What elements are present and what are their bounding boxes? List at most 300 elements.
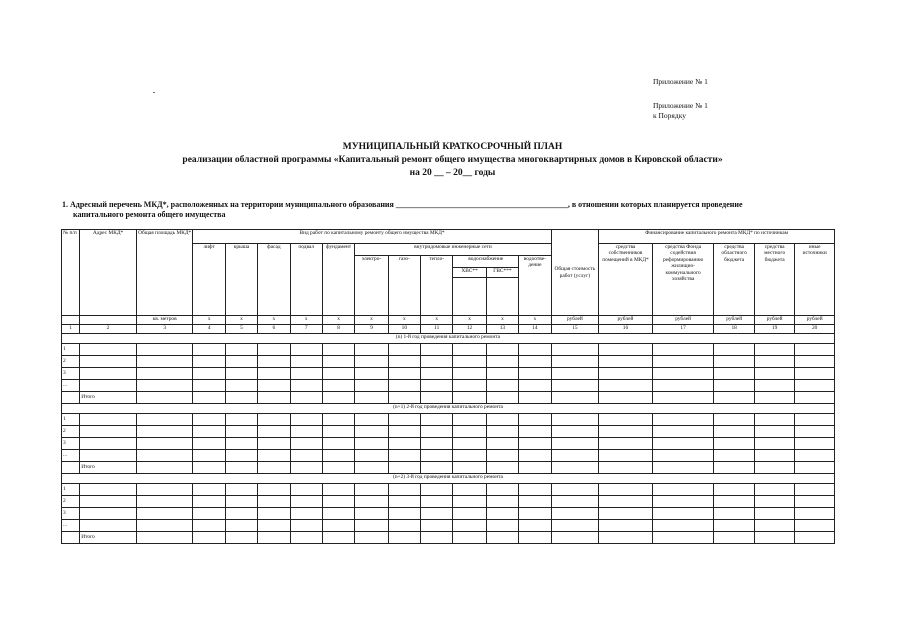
- unit-cell: х: [421, 316, 453, 325]
- empty-cell: [486, 450, 518, 462]
- empty-cell: [421, 532, 453, 544]
- table-row: [62, 426, 835, 438]
- empty-cell: [714, 380, 754, 392]
- row-number: 2: [62, 426, 80, 438]
- empty-cell: [519, 380, 552, 392]
- empty-cell: [258, 368, 290, 380]
- empty-cell: [80, 414, 137, 426]
- unit-cell: [62, 316, 80, 325]
- column-number-cell: 15: [551, 325, 599, 334]
- empty-cell: [136, 368, 193, 380]
- table-row: [62, 496, 835, 508]
- empty-cell: [136, 344, 193, 356]
- empty-cell: [290, 380, 322, 392]
- header-other: иные источники: [795, 244, 835, 316]
- empty-cell: [551, 344, 599, 356]
- empty-cell: [652, 368, 714, 380]
- empty-cell: [599, 380, 653, 392]
- header-num: № п/п: [62, 230, 80, 316]
- empty-cell: [453, 520, 486, 532]
- header-lift: лифт: [193, 244, 225, 316]
- empty-cell: [136, 380, 193, 392]
- unit-cell: рублей: [795, 316, 835, 325]
- empty-cell: [136, 520, 193, 532]
- empty-cell: [322, 484, 354, 496]
- empty-cell: [421, 438, 453, 450]
- empty-cell: [551, 484, 599, 496]
- empty-cell: [599, 484, 653, 496]
- unit-cell: рублей: [652, 316, 714, 325]
- empty-cell: [136, 532, 193, 544]
- empty-cell: [714, 462, 754, 474]
- appendix-label-3: к Порядку: [653, 111, 686, 120]
- empty-cell: [193, 344, 225, 356]
- header-drain: водоотве-дение: [519, 256, 552, 316]
- header-hvs: ХВС**: [453, 268, 486, 278]
- unit-cell: х: [258, 316, 290, 325]
- empty-cell: [486, 508, 518, 520]
- empty-cell: [225, 462, 257, 474]
- empty-cell: [322, 462, 354, 474]
- empty-cell: [599, 520, 653, 532]
- table-row: [62, 414, 835, 426]
- unit-cell: х: [355, 316, 388, 325]
- unit-cell: рублей: [714, 316, 754, 325]
- empty-cell: [290, 496, 322, 508]
- empty-cell: [421, 508, 453, 520]
- empty-cell: [388, 426, 420, 438]
- empty-cell: [551, 368, 599, 380]
- empty-cell: [290, 450, 322, 462]
- header-owners: средства собственников помещений в МКД*: [599, 244, 653, 316]
- empty-cell: [193, 520, 225, 532]
- empty-cell: [136, 496, 193, 508]
- empty-cell: [322, 496, 354, 508]
- unit-cell: кв. метров: [136, 316, 193, 325]
- empty-cell: [355, 344, 388, 356]
- empty-cell: [714, 496, 754, 508]
- section-title: (n+1) 2-й год проведения капитального ремонта: [62, 404, 835, 414]
- section-title-row: [62, 474, 835, 484]
- empty-cell: [551, 496, 599, 508]
- empty-cell: [136, 426, 193, 438]
- empty-cell: [714, 508, 754, 520]
- empty-cell: [754, 520, 794, 532]
- empty-cell: [486, 380, 518, 392]
- empty-cell: [355, 438, 388, 450]
- column-number-cell: 10: [388, 325, 420, 334]
- empty-cell: [322, 414, 354, 426]
- empty-cell: [795, 426, 835, 438]
- empty-cell: [652, 392, 714, 404]
- empty-cell: [193, 426, 225, 438]
- empty-cell: [519, 426, 552, 438]
- empty-cell: [193, 462, 225, 474]
- column-number-cell: 1: [62, 325, 80, 334]
- empty-cell: [322, 450, 354, 462]
- empty-cell: [795, 438, 835, 450]
- unit-cell: х: [486, 316, 518, 325]
- table-row: [62, 356, 835, 368]
- empty-cell: [599, 508, 653, 520]
- empty-cell: [388, 438, 420, 450]
- empty-cell: [599, 438, 653, 450]
- empty-cell: [225, 356, 257, 368]
- empty-cell: [551, 462, 599, 474]
- empty-cell: [80, 496, 137, 508]
- plan-years: на 20 __ – 20__ годы: [409, 168, 496, 178]
- header-basement: подвал: [290, 244, 322, 316]
- empty-cell: [421, 414, 453, 426]
- empty-cell: [519, 344, 552, 356]
- column-number-cell: 5: [225, 325, 257, 334]
- row-number: 2: [62, 496, 80, 508]
- empty-cell: [453, 438, 486, 450]
- empty-cell: [599, 450, 653, 462]
- empty-cell: [322, 368, 354, 380]
- total-label: Итого: [80, 462, 137, 474]
- empty-cell: [652, 496, 714, 508]
- table-row: [62, 380, 835, 392]
- empty-cell: [714, 414, 754, 426]
- empty-cell: [486, 462, 518, 474]
- empty-cell: [421, 392, 453, 404]
- header-fund: средства Фонда содействия реформированию жилищно-коммунального хозяйства: [652, 244, 714, 316]
- empty-cell: [80, 520, 137, 532]
- column-number-cell: 2: [80, 325, 137, 334]
- header-address: Адрес МКД*: [80, 230, 137, 316]
- row-number: 3: [62, 438, 80, 450]
- column-number-cell: 20: [795, 325, 835, 334]
- empty-cell: [714, 368, 754, 380]
- empty-cell: [290, 392, 322, 404]
- empty-cell: [136, 356, 193, 368]
- empty-cell: [355, 508, 388, 520]
- header-foundation: фундамент: [322, 244, 354, 316]
- empty-cell: [453, 344, 486, 356]
- empty-cell: [453, 368, 486, 380]
- empty-cell: [453, 496, 486, 508]
- empty-cell: [62, 532, 80, 544]
- empty-cell: [714, 532, 754, 544]
- empty-cell: [136, 392, 193, 404]
- empty-cell: [754, 414, 794, 426]
- empty-cell: [795, 414, 835, 426]
- total-label: Итого: [80, 532, 137, 544]
- empty-cell: [62, 462, 80, 474]
- empty-cell: [599, 496, 653, 508]
- empty-cell: [652, 344, 714, 356]
- empty-cell: [754, 356, 794, 368]
- empty-cell: [193, 414, 225, 426]
- empty-cell: [795, 520, 835, 532]
- empty-cell: [225, 520, 257, 532]
- empty-cell: [290, 368, 322, 380]
- empty-cell: [652, 426, 714, 438]
- empty-cell: [486, 520, 518, 532]
- empty-cell: [80, 426, 137, 438]
- empty-cell: [80, 380, 137, 392]
- row-number: 1: [62, 344, 80, 356]
- empty-cell: [388, 508, 420, 520]
- empty-cell: [355, 380, 388, 392]
- empty-cell: [290, 484, 322, 496]
- column-number-cell: 18: [714, 325, 754, 334]
- table-row: [62, 520, 835, 532]
- table-row: [62, 438, 835, 450]
- empty-cell: [421, 496, 453, 508]
- empty-cell: [421, 462, 453, 474]
- empty-cell: [258, 532, 290, 544]
- header-regional: средства областного бюджета: [714, 244, 754, 316]
- column-number-row: [62, 325, 835, 334]
- empty-cell: [599, 356, 653, 368]
- empty-cell: [225, 368, 257, 380]
- empty-cell: [599, 532, 653, 544]
- empty-cell: [754, 344, 794, 356]
- empty-cell: [421, 380, 453, 392]
- empty-cell: [453, 426, 486, 438]
- empty-cell: [453, 380, 486, 392]
- empty-cell: [486, 484, 518, 496]
- empty-cell: [355, 392, 388, 404]
- empty-cell: [136, 450, 193, 462]
- section-title: (n+2) 3-й год проведения капитального ремонта: [62, 474, 835, 484]
- empty-cell: [714, 344, 754, 356]
- empty-cell: [258, 462, 290, 474]
- empty-cell: [714, 392, 754, 404]
- empty-cell: [258, 496, 290, 508]
- empty-cell: [486, 344, 518, 356]
- empty-cell: [551, 532, 599, 544]
- header-gas: газо-: [388, 256, 420, 316]
- empty-cell: [355, 484, 388, 496]
- empty-cell: [652, 356, 714, 368]
- header-local: средства местного бюджета: [754, 244, 794, 316]
- empty-cell: [486, 414, 518, 426]
- empty-cell: [421, 450, 453, 462]
- empty-cell: [754, 532, 794, 544]
- empty-cell: [421, 368, 453, 380]
- empty-cell: [80, 438, 137, 450]
- row-number: ...: [62, 380, 80, 392]
- empty-cell: [258, 426, 290, 438]
- empty-cell: [290, 356, 322, 368]
- empty-cell: [80, 368, 137, 380]
- empty-cell: [258, 380, 290, 392]
- empty-cell: [453, 392, 486, 404]
- empty-cell: [225, 438, 257, 450]
- empty-cell: [599, 414, 653, 426]
- empty-cell: [225, 392, 257, 404]
- empty-cell: [795, 496, 835, 508]
- empty-cell: [754, 438, 794, 450]
- empty-cell: [290, 344, 322, 356]
- empty-cell: [795, 532, 835, 544]
- unit-cell: рублей: [754, 316, 794, 325]
- empty-cell: [388, 380, 420, 392]
- empty-cell: [453, 356, 486, 368]
- empty-cell: [754, 368, 794, 380]
- empty-cell: [453, 414, 486, 426]
- empty-cell: [258, 484, 290, 496]
- empty-cell: [355, 532, 388, 544]
- column-number-cell: 12: [453, 325, 486, 334]
- empty-cell: [486, 392, 518, 404]
- empty-cell: [258, 356, 290, 368]
- empty-cell: [225, 450, 257, 462]
- empty-cell: [136, 508, 193, 520]
- appendix-label-1: Приложение № 1: [653, 77, 708, 86]
- empty-cell: [754, 462, 794, 474]
- empty-cell: [754, 496, 794, 508]
- empty-cell: [193, 380, 225, 392]
- empty-cell: [193, 392, 225, 404]
- plan-title: МУНИЦИПАЛЬНЫЙ КРАТКОСРОЧНЫЙ ПЛАН: [342, 142, 563, 152]
- empty-cell: [193, 368, 225, 380]
- empty-cell: [652, 414, 714, 426]
- empty-cell: [714, 426, 754, 438]
- empty-cell: [551, 520, 599, 532]
- unit-cell: рублей: [551, 316, 599, 325]
- empty-cell: [421, 356, 453, 368]
- empty-cell: [519, 508, 552, 520]
- empty-cell: [258, 508, 290, 520]
- empty-cell: [652, 508, 714, 520]
- empty-cell: [193, 508, 225, 520]
- empty-cell: [754, 508, 794, 520]
- unit-cell: х: [193, 316, 225, 325]
- empty-cell: [486, 426, 518, 438]
- empty-cell: [388, 496, 420, 508]
- empty-cell: [519, 392, 552, 404]
- column-number-cell: 7: [290, 325, 322, 334]
- empty-cell: [388, 450, 420, 462]
- empty-cell: [80, 484, 137, 496]
- unit-cell: [80, 316, 137, 325]
- section-title: (n) 1-й год проведения капитального ремонта: [62, 334, 835, 344]
- header-gvs-spacer: [486, 278, 518, 316]
- empty-cell: [388, 356, 420, 368]
- empty-cell: [795, 356, 835, 368]
- empty-cell: [652, 450, 714, 462]
- empty-cell: [453, 462, 486, 474]
- empty-cell: [551, 508, 599, 520]
- header-gvs: ГВС***: [486, 268, 518, 278]
- header-area: Общая площадь МКД*: [136, 230, 193, 316]
- row-number: ...: [62, 520, 80, 532]
- section-title-row: [62, 404, 835, 414]
- empty-cell: [795, 344, 835, 356]
- unit-cell: х: [453, 316, 486, 325]
- empty-cell: [193, 484, 225, 496]
- empty-cell: [388, 532, 420, 544]
- empty-cell: [258, 450, 290, 462]
- empty-cell: [225, 426, 257, 438]
- empty-cell: [290, 508, 322, 520]
- column-number-cell: 19: [754, 325, 794, 334]
- empty-cell: [754, 380, 794, 392]
- intro-line-2: капитального ремонта общего имущества: [73, 210, 226, 219]
- empty-cell: [193, 532, 225, 544]
- header-facade: фасад: [258, 244, 290, 316]
- empty-cell: [519, 532, 552, 544]
- header-cost: Общая стоимость работ (услуг): [551, 230, 599, 316]
- empty-cell: [795, 392, 835, 404]
- empty-cell: [453, 484, 486, 496]
- empty-cell: [519, 438, 552, 450]
- empty-cell: [388, 368, 420, 380]
- empty-cell: [652, 520, 714, 532]
- empty-cell: [62, 392, 80, 404]
- empty-cell: [486, 532, 518, 544]
- table-row: [62, 344, 835, 356]
- empty-cell: [453, 532, 486, 544]
- empty-cell: [421, 520, 453, 532]
- empty-cell: [290, 532, 322, 544]
- empty-cell: [193, 496, 225, 508]
- sections-body: [62, 334, 835, 544]
- empty-cell: [258, 414, 290, 426]
- empty-cell: [714, 356, 754, 368]
- empty-cell: [322, 532, 354, 544]
- empty-cell: [355, 520, 388, 532]
- empty-cell: [322, 380, 354, 392]
- empty-cell: [519, 462, 552, 474]
- empty-cell: [388, 344, 420, 356]
- empty-cell: [652, 380, 714, 392]
- empty-cell: [754, 450, 794, 462]
- empty-cell: [795, 450, 835, 462]
- empty-cell: [453, 450, 486, 462]
- empty-cell: [486, 438, 518, 450]
- empty-cell: [258, 438, 290, 450]
- empty-cell: [599, 344, 653, 356]
- total-label: Итого: [80, 392, 137, 404]
- empty-cell: [193, 438, 225, 450]
- header-networks: внутридомовые инженерные сети: [355, 244, 551, 256]
- scan-speck: [153, 92, 155, 93]
- plan-table: [61, 229, 835, 544]
- empty-cell: [355, 414, 388, 426]
- row-number: ...: [62, 450, 80, 462]
- empty-cell: [355, 450, 388, 462]
- empty-cell: [519, 484, 552, 496]
- column-number-cell: 4: [193, 325, 225, 334]
- empty-cell: [225, 484, 257, 496]
- empty-cell: [322, 520, 354, 532]
- row-number: 1: [62, 414, 80, 426]
- empty-cell: [714, 438, 754, 450]
- total-row: [62, 392, 835, 404]
- empty-cell: [599, 368, 653, 380]
- empty-cell: [290, 520, 322, 532]
- empty-cell: [225, 496, 257, 508]
- column-number-cell: 17: [652, 325, 714, 334]
- empty-cell: [551, 438, 599, 450]
- empty-cell: [519, 450, 552, 462]
- empty-cell: [652, 532, 714, 544]
- row-number: 1: [62, 484, 80, 496]
- empty-cell: [795, 508, 835, 520]
- empty-cell: [714, 450, 754, 462]
- column-number-cell: 16: [599, 325, 653, 334]
- empty-cell: [355, 368, 388, 380]
- empty-cell: [388, 414, 420, 426]
- empty-cell: [355, 496, 388, 508]
- empty-cell: [355, 356, 388, 368]
- header-financing: Финансирование капитального ремонта МКД* по источникам: [599, 230, 835, 244]
